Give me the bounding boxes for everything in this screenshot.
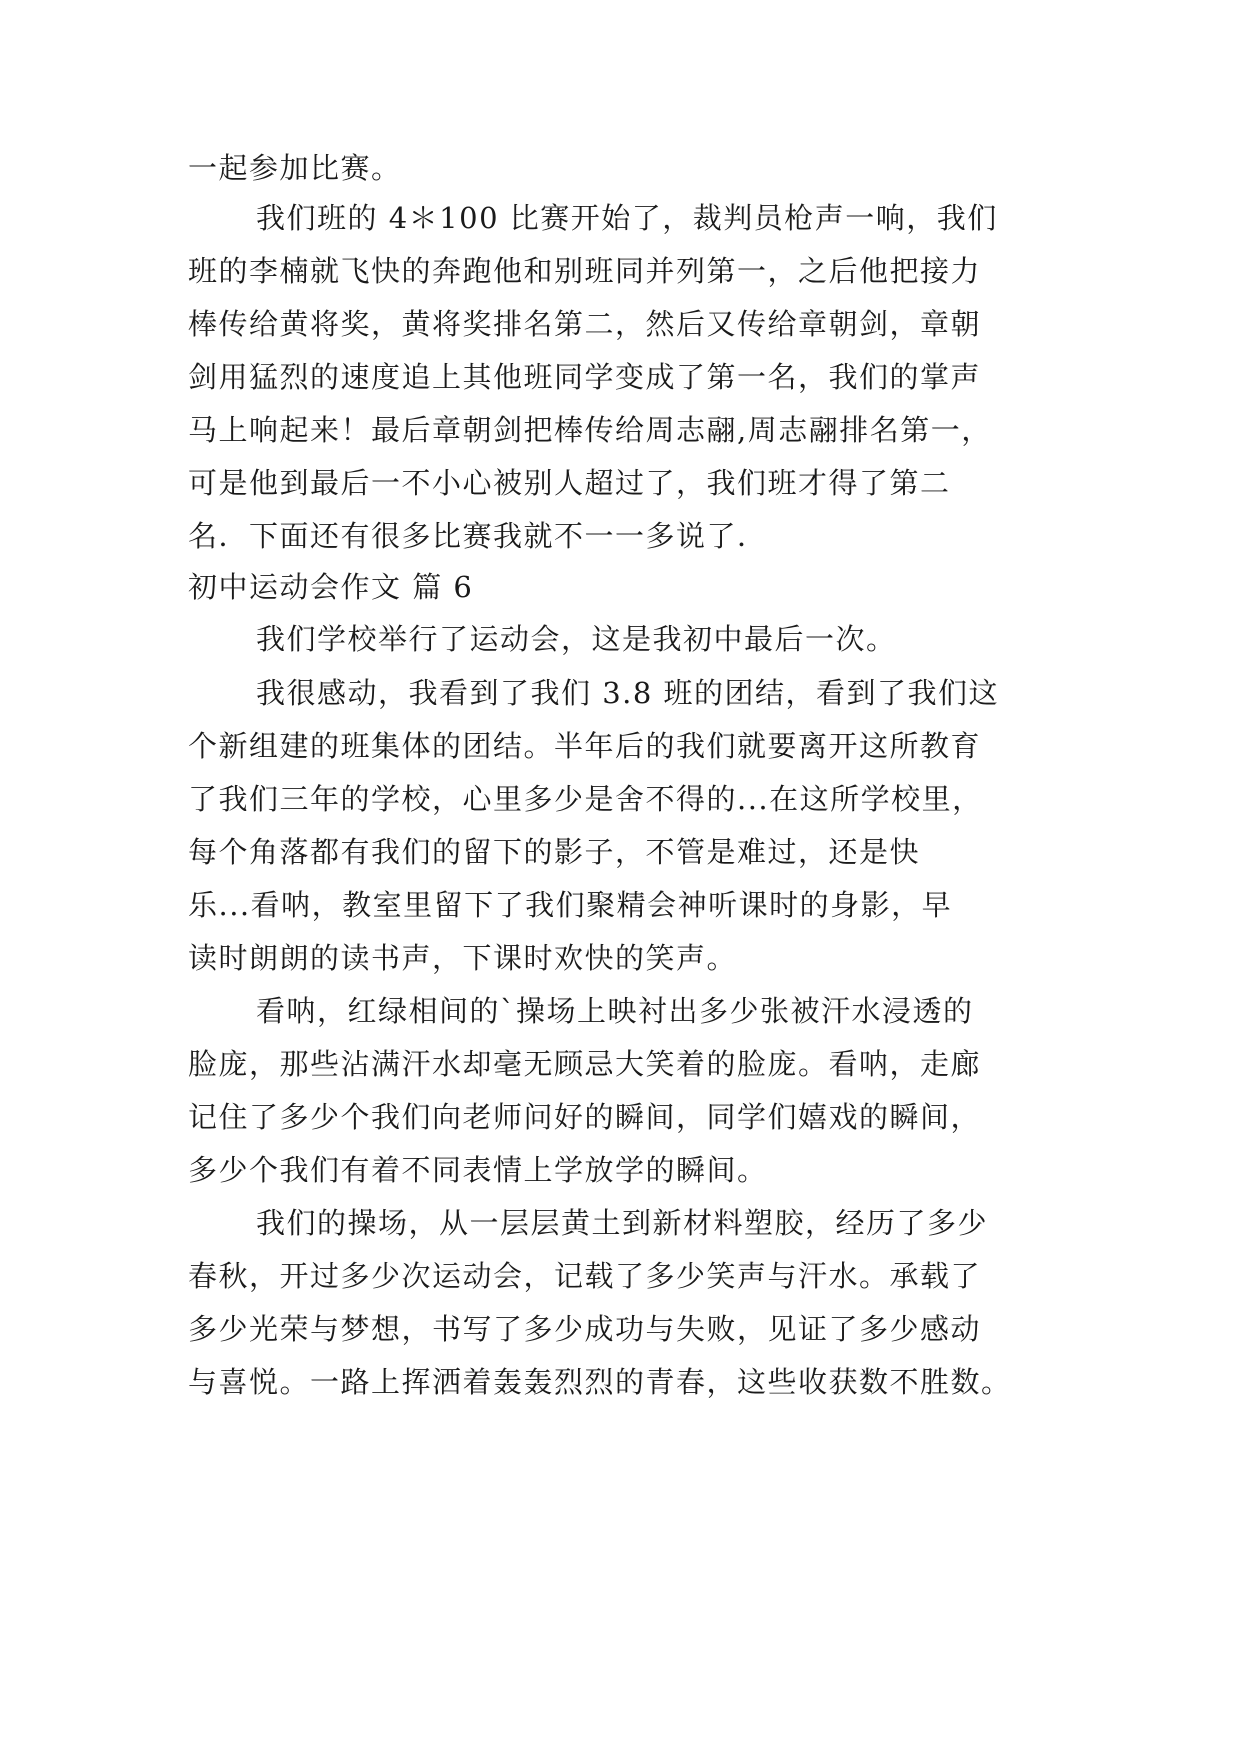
text-line: 脸庞，那些沾满汗水却毫无顾忌大笑着的脸庞。看呐，走廊 [188, 1047, 982, 1081]
paragraph-first-line: 我们的操场，从一层层黄土到新材料塑胶，经历了多少 [256, 1206, 989, 1240]
text-line: 班的李楠就飞快的奔跑他和别班同并列第一，之后他把接力 [188, 254, 982, 288]
text-line: 多少光荣与梦想，书写了多少成功与失败，见证了多少感动 [188, 1312, 982, 1346]
text-line: 乐...看呐，教室里留下了我们聚精会神听课时的身影，早 [188, 888, 953, 922]
text-line: 每个角落都有我们的留下的影子，不管是难过，还是快 [188, 835, 921, 869]
paragraph-first-line: 我们学校举行了运动会，这是我初中最后一次。 [256, 622, 897, 656]
text-line: 与喜悦。一路上挥洒着轰轰烈烈的青春，这些收获数不胜数。 [188, 1365, 1012, 1399]
text-line: 一起参加比赛。 [188, 151, 402, 185]
text-line: 记住了多少个我们向老师问好的瞬间，同学们嬉戏的瞬间， [188, 1100, 982, 1134]
section-heading: 初中运动会作文 篇 6 [188, 570, 474, 604]
text-line: 了我们三年的学校，心里多少是舍不得的...在这所学校里， [188, 782, 983, 816]
text-line: 马上响起来！最后章朝剑把棒传给周志翮,周志翮排名第一， [188, 413, 992, 447]
text-line: 剑用猛烈的速度追上其他班同学变成了第一名，我们的掌声 [188, 360, 982, 394]
text-line: 可是他到最后一不小心被别人超过了，我们班才得了第二 [188, 466, 951, 500]
text-line: 春秋，开过多少次运动会，记载了多少笑声与汗水。承载了 [188, 1259, 982, 1293]
text-line: 读时朗朗的读书声，下课时欢快的笑声。 [188, 941, 738, 975]
text-line: 棒传给黄将奖，黄将奖排名第二，然后又传给章朝剑，章朝 [188, 307, 982, 341]
text-line: 个新组建的班集体的团结。半年后的我们就要离开这所教育 [188, 729, 982, 763]
paragraph-first-line: 看呐，红绿相间的`操场上映衬出多少张被汗水浸透的 [256, 994, 974, 1028]
text-line: 名．下面还有很多比赛我就不一一多说了． [188, 519, 768, 553]
paragraph-first-line: 我很感动，我看到了我们 3.8 班的团结，看到了我们这 [256, 676, 1000, 710]
paragraph-first-line: 我们班的 4＊100 比赛开始了，裁判员枪声一响，我们 [256, 201, 998, 235]
text-line: 多少个我们有着不同表情上学放学的瞬间。 [188, 1153, 768, 1187]
